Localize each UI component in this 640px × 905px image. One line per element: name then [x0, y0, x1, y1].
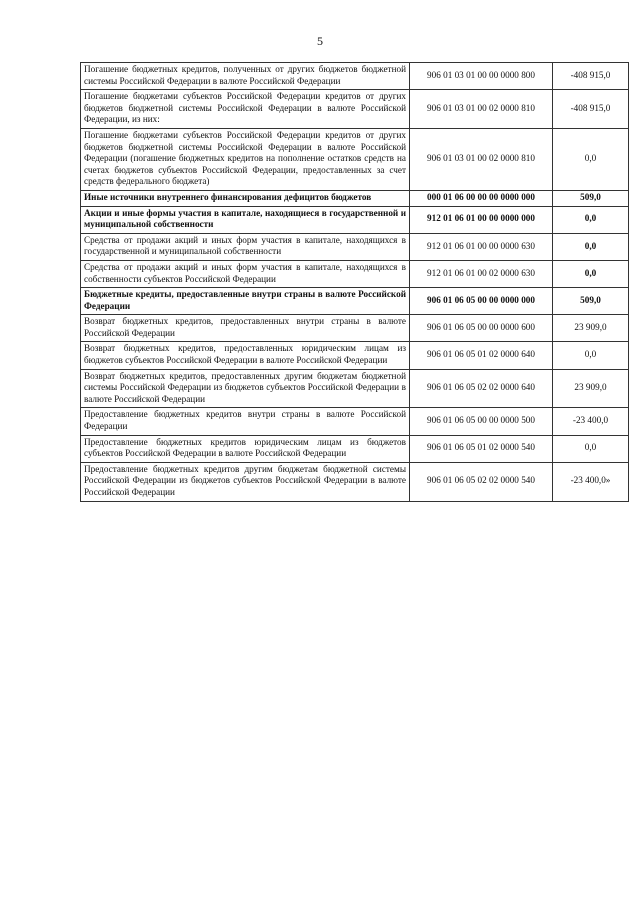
row-name-cell: Возврат бюджетных кредитов, предоставленных внутри страны в валюте Российской Федерации — [81, 315, 410, 342]
table-row — [81, 233, 629, 260]
row-name-cell: Предоставление бюджетных кредитов юридическим лицам из бюджетов субъектов Российской Федерации в валюте Российской Федерации — [81, 435, 410, 462]
row-name-cell: Погашение бюджетных кредитов, полученных от других бюджетов бюджетной системы Российской Федерации в валюте Российской Федерации — [81, 63, 410, 90]
row-sum-cell: 0,0 — [553, 260, 629, 287]
row-sum-cell: 0,0 — [553, 206, 629, 233]
table-row — [81, 408, 629, 435]
row-name-cell: Средства от продажи акций и иных форм участия в капитале, находящихся в собственности субъектов Российской Федерации — [81, 260, 410, 287]
row-code-cell: 906 01 06 05 01 02 0000 640 — [410, 342, 553, 369]
table-row — [81, 462, 629, 501]
table-row — [81, 369, 629, 408]
table-row — [81, 342, 629, 369]
row-code-cell: 906 01 06 05 02 02 0000 640 — [410, 369, 553, 408]
row-sum-cell: 0,0 — [553, 233, 629, 260]
row-sum-cell: 23 909,0 — [553, 315, 629, 342]
row-code-cell: 906 01 06 05 00 00 0000 600 — [410, 315, 553, 342]
page-number: 5 — [317, 34, 323, 48]
row-sum-cell: 23 909,0 — [553, 369, 629, 408]
row-code-cell: 906 01 03 01 00 02 0000 810 — [410, 128, 553, 190]
table-body — [81, 63, 629, 502]
table-row — [81, 90, 629, 129]
row-code-cell: 906 01 06 05 01 02 0000 540 — [410, 435, 553, 462]
row-name-cell: Возврат бюджетных кредитов, предоставленных юридическим лицам из бюджетов субъектов Российской Федерации в валюте Российской Федерации — [81, 342, 410, 369]
row-name-cell: Иные источники внутреннего финансирования дефицитов бюджетов — [81, 190, 410, 206]
row-sum-cell: -408 915,0 — [553, 90, 629, 129]
row-code-cell: 906 01 06 05 02 02 0000 540 — [410, 462, 553, 501]
row-name-cell: Погашение бюджетами субъектов Российской Федерации кредитов от других бюджетов бюджетной системы Российской Федерации в валюте Российской Федерации (погашение бюджетных кредитов на пополнение остатков средств на счетах бюджетов субъектов Российской Федерации, предоставленных за счет средств федерального бюджета) — [81, 128, 410, 190]
table-row — [81, 288, 629, 315]
table-row — [81, 260, 629, 287]
row-sum-cell: 0,0 — [553, 128, 629, 190]
row-code-cell: 000 01 06 00 00 00 0000 000 — [410, 190, 553, 206]
table-row — [81, 315, 629, 342]
row-name-cell: Предоставление бюджетных кредитов другим бюджетам бюджетной системы Российской Федерации из бюджетов субъектов Российской Федерации в валюте Российской Федерации — [81, 462, 410, 501]
row-name-cell: Возврат бюджетных кредитов, предоставленных другим бюджетам бюджетной системы Российской Федерации из бюджетов субъектов Российской Федерации в валюте Российской Федерации — [81, 369, 410, 408]
row-sum-cell: -408 915,0 — [553, 63, 629, 90]
table-row — [81, 206, 629, 233]
row-sum-cell: 509,0 — [553, 288, 629, 315]
table-row — [81, 435, 629, 462]
table-row — [81, 128, 629, 190]
row-name-cell: Погашение бюджетами субъектов Российской Федерации кредитов от других бюджетов бюджетной системы Российской Федерации в валюте Российской Федерации, из них: — [81, 90, 410, 129]
row-sum-cell: 0,0 — [553, 342, 629, 369]
row-sum-cell: -23 400,0» — [553, 462, 629, 501]
table-row — [81, 190, 629, 206]
row-sum-cell: -23 400,0 — [553, 408, 629, 435]
budget-sources-table — [80, 62, 629, 502]
row-code-cell: 906 01 06 05 00 00 0000 500 — [410, 408, 553, 435]
row-code-cell: 912 01 06 01 00 00 0000 630 — [410, 233, 553, 260]
row-sum-cell: 0,0 — [553, 435, 629, 462]
row-name-cell: Предоставление бюджетных кредитов внутри страны в валюте Российской Федерации — [81, 408, 410, 435]
row-name-cell: Средства от продажи акций и иных форм участия в капитале, находящихся в государственной и муниципальной собственности — [81, 233, 410, 260]
row-code-cell: 906 01 03 01 00 02 0000 810 — [410, 90, 553, 129]
row-name-cell: Бюджетные кредиты, предоставленные внутри страны в валюте Российской Федерации — [81, 288, 410, 315]
row-code-cell: 912 01 06 01 00 00 0000 000 — [410, 206, 553, 233]
row-name-cell: Акции и иные формы участия в капитале, находящиеся в государственной и муниципальной собственности — [81, 206, 410, 233]
row-code-cell: 906 01 06 05 00 00 0000 000 — [410, 288, 553, 315]
table-row — [81, 63, 629, 90]
row-code-cell: 912 01 06 01 00 02 0000 630 — [410, 260, 553, 287]
row-sum-cell: 509,0 — [553, 190, 629, 206]
row-code-cell: 906 01 03 01 00 00 0000 800 — [410, 63, 553, 90]
